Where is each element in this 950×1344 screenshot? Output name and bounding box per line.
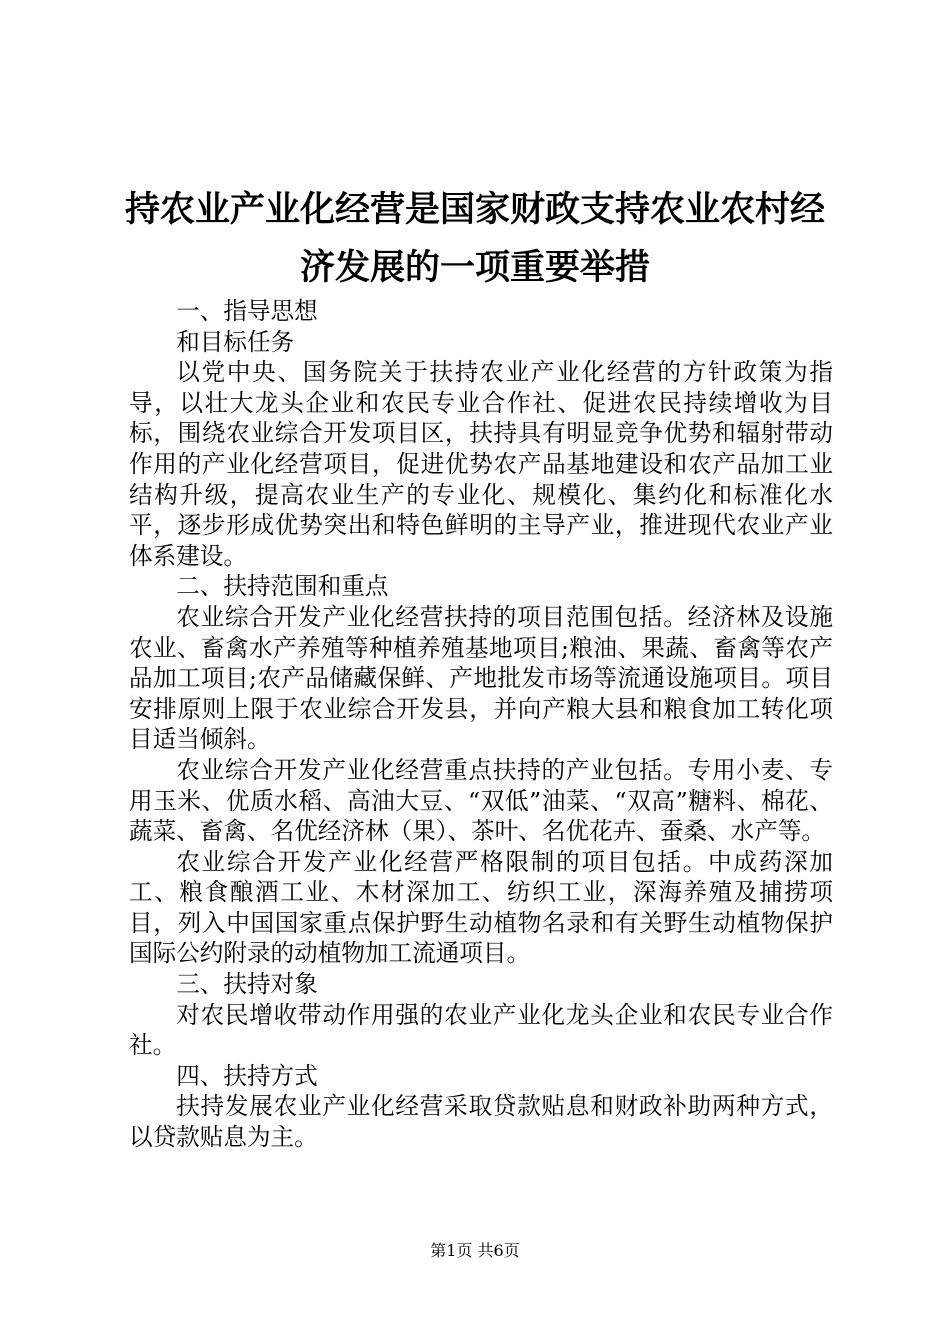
paragraph-restricted-projects: 农业综合开发产业化经营严格限制的项目包括。中成药深加工、粮食酿酒工业、木材深加工、纺织工业，深海养殖及捕捞项目，列入中国国家重点保护野生动植物名录和有关野生动植物保护国际公约附录的动植物加工流通项目。: [129, 847, 833, 968]
section-heading-3: 三、扶持对象: [176, 970, 318, 999]
document-body: [129, 296, 833, 1153]
section-heading-2: 二、扶持范围和重点: [176, 572, 389, 601]
section-heading-1b: 和目标任务: [176, 327, 295, 356]
paragraph-key-industries: 农业综合开发产业化经营重点扶持的产业包括。专用小麦、专用玉米、优质水稻、高油大豆、“双低”油菜、“双高”糖料、棉花、蔬菜、畜禽、名优经济林（果）、茶叶、名优花卉、蚕桑、水产等。: [129, 755, 833, 846]
document-title-line-1: 持农业产业化经营是国家财政支持农业农村经: [124, 190, 825, 230]
paragraph-support-targets: 对农民增收带动作用强的农业产业化龙头企业和农民专业合作社。: [129, 1000, 833, 1060]
paragraph-guiding-ideology: 以党中央、国务院关于扶持农业产业化经营的方针政策为指导，以壮大龙头企业和农民专业合作社、促进农民持续增收为目标，围绕农业综合开发项目区，扶持具有明显竞争优势和辐射带动作用的产业化经营项目，促进优势农产品基地建设和农产品加工业结构升级，提高农业生产的专业化、规模化、集约化和标准化水平，逐步形成优势突出和特色鲜明的主导产业，推进现代农业产业体系建设。: [129, 358, 833, 570]
document-title-line-2: 济发展的一项重要举措: [299, 248, 650, 288]
section-heading-4: 四、扶持方式: [176, 1061, 318, 1090]
paragraph-support-methods: 扶持发展农业产业化经营采取贷款贴息和财政补助两种方式，以贷款贴息为主。: [129, 1092, 833, 1152]
page-number-footer: 第1页 共6页: [430, 1241, 520, 1260]
paragraph-scope: 农业综合开发产业化经营扶持的项目范围包括。经济林及设施农业、畜禽水产养殖等种植养殖基地项目;粮油、果蔬、畜禽等农产品加工项目;农产品储藏保鲜、产地批发市场等流通设施项目。项目安排原则上限于农业综合开发县，并向产粮大县和粮食加工转化项目适当倾斜。: [129, 602, 833, 754]
section-heading-1a: 一、指导思想: [176, 297, 318, 325]
